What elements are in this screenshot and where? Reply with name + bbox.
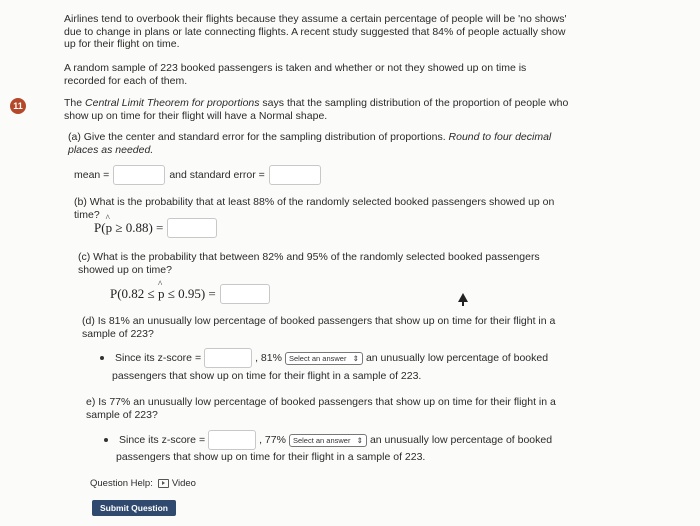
part-c-expression: P(0.82 ≤ ^ p ≤ 0.95) = (110, 286, 216, 302)
part-b-probability-input[interactable] (167, 218, 217, 238)
intro-paragraph-1: Airlines tend to overbook their flights because they assume a certain percentage of people will be 'no shows' due to change in plans or late connecting flights. A recent study suggested that 84% of people actually show up for their flight on time. (64, 13, 567, 50)
part-a-answers (74, 165, 321, 185)
part-c-prompt: (c) What is the probability that between 82% and 95% of the randomly selected booked passengers showed up on time? (78, 251, 540, 276)
part-b-prompt: (b) What is the probability that at least 88% of the randomly selected booked passengers showed up on time? (74, 196, 555, 221)
mouse-cursor-icon (458, 293, 468, 302)
part-a-prompt: (a) Give the center and standard error for the sampling distribution of proportions. Round to four decimal places as needed. (68, 131, 552, 156)
part-e-zscore-label: Since its z-score = (119, 434, 206, 446)
select-arrows-icon: ⇕ (352, 353, 359, 363)
part-d-conclusion-line2: passengers that show up on time for their flight in a sample of 223. (112, 370, 422, 382)
part-d-percent: , 81% (255, 352, 282, 364)
standard-error-label: and standard error = (169, 169, 265, 181)
part-c-probability-input[interactable] (220, 284, 270, 304)
bullet-icon (104, 438, 108, 442)
video-icon (158, 479, 169, 488)
video-link[interactable]: Video (158, 478, 196, 489)
part-e-prompt: e) Is 77% an unusually low percentage of booked passengers that show up on time for their flight in a sample of 223? (86, 396, 556, 421)
part-e-answer-select[interactable]: Select an answer ⇕ (289, 434, 367, 447)
clt-paragraph: The Central Limit Theorem for proportions says that the sampling distribution of the proportion of people who show up on time for their flight will have a Normal shape. (64, 97, 569, 122)
part-b-expression: P(^ p ≥ 0.88) = (94, 220, 163, 236)
part-d-prompt: (d) Is 81% an unusually low percentage of booked passengers that show up on time for their flight in a sample of 223? (82, 315, 556, 340)
bullet-icon (100, 356, 104, 360)
part-d-zscore-input[interactable] (204, 348, 252, 368)
part-b-answer-row (94, 218, 217, 238)
select-arrows-icon: ⇕ (356, 435, 363, 445)
part-c-answer-row (110, 284, 270, 304)
question-help-label: Question Help: (90, 478, 153, 489)
part-e-percent: , 77% (259, 434, 286, 446)
question-number-badge: 11 (10, 98, 26, 114)
submit-question-button[interactable]: Submit Question (92, 500, 176, 516)
part-e-answer-row (104, 430, 552, 450)
part-e-conclusion: an unusually low percentage of booked (369, 434, 553, 446)
question-help (90, 478, 196, 489)
part-d-zscore-label: Since its z-score = (115, 352, 202, 364)
part-d-answer-row (100, 348, 548, 368)
intro-paragraph-2: A random sample of 223 booked passengers is taken and whether or not they showed up on time is recorded for each of them. (64, 62, 527, 87)
part-e-conclusion-line2: passengers that show up on time for their flight in a sample of 223. (116, 451, 426, 463)
mean-input[interactable] (113, 165, 165, 185)
part-e-zscore-input[interactable] (208, 430, 256, 450)
part-d-answer-select[interactable]: Select an answer ⇕ (285, 352, 363, 365)
standard-error-input[interactable] (269, 165, 321, 185)
mean-label: mean = (74, 169, 110, 181)
part-d-conclusion: an unusually low percentage of booked (365, 352, 549, 364)
